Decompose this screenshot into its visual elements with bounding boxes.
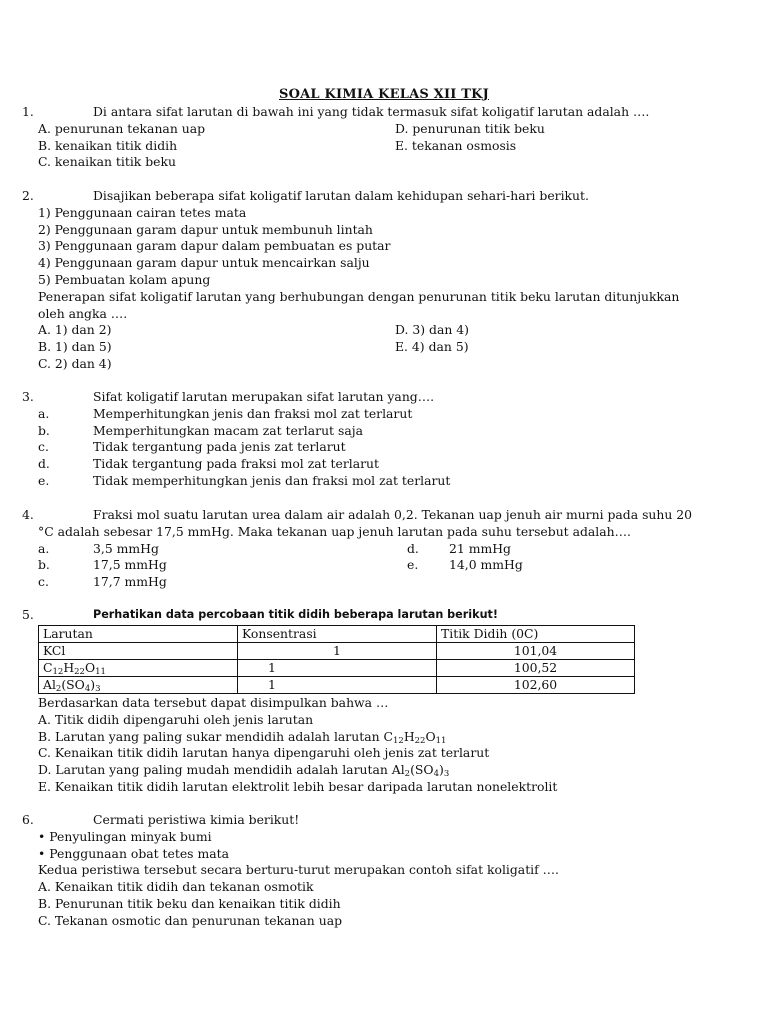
table-row bbox=[39, 660, 635, 677]
formula-subscript: 11 bbox=[435, 735, 447, 746]
question-5-options bbox=[22, 695, 722, 796]
formula-part: ) bbox=[90, 677, 96, 692]
table-row bbox=[39, 643, 635, 660]
formula-subscript: 2 bbox=[404, 769, 411, 780]
table-cell: 102,60 bbox=[437, 677, 635, 694]
formula-subscript: 22 bbox=[74, 667, 85, 677]
question-number: 5. bbox=[22, 607, 34, 622]
option-a: A. Titik didih dipengaruhi oleh jenis larutan bbox=[38, 711, 314, 727]
option-a: Memperhitungkan jenis dan fraksi mol zat terlarut bbox=[93, 405, 413, 421]
header-cell: Konsentrasi bbox=[238, 626, 437, 643]
question-text: Disajikan beberapa sifat koligatif larutan dalam kehidupan sehari-hari berikut. bbox=[93, 188, 589, 203]
option-b: Memperhitungkan macam zat terlarut saja bbox=[93, 422, 363, 438]
option-e: Tidak memperhitungkan jenis dan fraksi mol zat terlarut bbox=[93, 472, 451, 488]
option-letter: e. bbox=[407, 557, 419, 573]
table-cell: 1 bbox=[238, 660, 437, 677]
formula-subscript: 3 bbox=[443, 769, 450, 780]
question-text: Perhatikan data percobaan titik didih beberapa larutan berikut! bbox=[93, 608, 498, 621]
question-number: 4. bbox=[22, 507, 34, 522]
formula-subscript: 4 bbox=[84, 684, 91, 694]
formula-subscript: 3 bbox=[95, 684, 101, 694]
option-letter: b. bbox=[38, 422, 50, 438]
formula-subscript: 11 bbox=[95, 667, 106, 677]
formula-part: O bbox=[425, 728, 436, 744]
option-letter: c. bbox=[38, 574, 49, 590]
option-a: A. 1) dan 2) bbox=[38, 322, 112, 338]
table-cell: KCl bbox=[39, 643, 238, 660]
question-number: 1. bbox=[22, 104, 34, 119]
question-3 bbox=[22, 389, 722, 490]
formula-part: O bbox=[84, 660, 96, 675]
option-b bbox=[38, 729, 446, 746]
option-e: E. Kenaikan titik didih larutan elektrolit lebih besar daripada larutan nonelektrolit bbox=[38, 778, 558, 794]
list-item: 3) Penggunaan garam dapur dalam pembuatan es putar bbox=[38, 238, 391, 254]
option-b: 17,5 mmHg bbox=[93, 557, 167, 573]
option-e: 14,0 mmHg bbox=[449, 557, 523, 573]
table-cell: 1 bbox=[238, 677, 437, 694]
option-c: 17,7 mmHg bbox=[93, 574, 167, 590]
formula-subscript: 4 bbox=[433, 769, 439, 780]
question-stem: Kedua peristiwa tersebut secara berturu-turut merupakan contoh sifat koligatif …. bbox=[38, 862, 559, 878]
question-text-cont: °C adalah sebesar 17,5 mmHg. Maka tekanan uap jenuh larutan pada suhu tersebut adalah…. bbox=[38, 523, 631, 539]
question-6 bbox=[22, 812, 722, 930]
option-c: C. Tekanan osmotic dan penurunan tekanan uap bbox=[38, 912, 343, 928]
header-cell: Larutan bbox=[39, 626, 238, 643]
question-stem: Berdasarkan data tersebut dapat disimpulkan bahwa … bbox=[38, 695, 389, 710]
option-text: D. Larutan yang paling mudah mendidih adalah larutan Al bbox=[38, 762, 405, 778]
option-c: Tidak tergantung pada jenis zat terlarut bbox=[93, 439, 346, 455]
option-letter: b. bbox=[38, 557, 50, 573]
data-table bbox=[38, 625, 635, 694]
question-4 bbox=[22, 507, 722, 591]
question-number: 2. bbox=[22, 188, 34, 203]
list-item: 4) Penggunaan garam dapur untuk mencairkan salju bbox=[38, 255, 370, 271]
option-b: B. Penurunan titik beku dan kenaikan titik didih bbox=[38, 895, 341, 911]
bullet-item: • Penggunaan obat tetes mata bbox=[38, 845, 229, 861]
option-d: D. penurunan titik beku bbox=[395, 120, 545, 136]
formula-part: ) bbox=[439, 762, 444, 778]
table-cell: 100,52 bbox=[437, 660, 635, 677]
question-2 bbox=[22, 188, 722, 373]
formula-part: H bbox=[63, 660, 75, 675]
option-a: A. penurunan tekanan uap bbox=[38, 120, 206, 136]
formula-part: (SO bbox=[410, 762, 434, 778]
table-cell bbox=[39, 660, 238, 677]
option-c: C. 2) dan 4) bbox=[38, 355, 112, 371]
formula-subscript: 2 bbox=[55, 684, 62, 694]
option-letter: d. bbox=[38, 456, 50, 472]
table-cell bbox=[39, 677, 238, 694]
option-d: Tidak tergantung pada fraksi mol zat terlarut bbox=[93, 456, 379, 472]
question-text: Fraksi mol suatu larutan urea dalam air adalah 0,2. Tekanan uap jenuh air murni pada suhu 20 bbox=[93, 507, 693, 522]
question-1 bbox=[22, 104, 722, 171]
list-item: 2) Penggunaan garam dapur untuk membunuh lintah bbox=[38, 221, 373, 237]
formula-part: (SO bbox=[61, 677, 85, 692]
option-letter: e. bbox=[38, 472, 50, 488]
option-b: B. kenaikan titik didih bbox=[38, 137, 178, 153]
question-stem-cont: oleh angka …. bbox=[38, 305, 128, 321]
option-d: 21 mmHg bbox=[449, 540, 511, 556]
formula-subscript: 12 bbox=[392, 735, 404, 746]
header-cell: Titik Didih (0C) bbox=[437, 626, 635, 643]
option-c: C. kenaikan titik beku bbox=[38, 154, 176, 170]
question-5 bbox=[22, 607, 722, 624]
table-row bbox=[39, 677, 635, 694]
question-number: 6. bbox=[22, 812, 34, 827]
question-number: 3. bbox=[22, 389, 34, 404]
option-letter: c. bbox=[38, 439, 49, 455]
formula-subscript: 22 bbox=[414, 735, 426, 746]
option-letter: d. bbox=[407, 540, 419, 556]
list-item: 5) Pembuatan kolam apung bbox=[38, 271, 211, 287]
option-letter: a. bbox=[38, 540, 50, 556]
option-a: A. Kenaikan titik didih dan tekanan osmotik bbox=[38, 879, 314, 895]
option-letter: a. bbox=[38, 405, 50, 421]
table-header-row bbox=[39, 626, 635, 643]
formula-part: H bbox=[403, 728, 415, 744]
bullet-item: • Penyulingan minyak bumi bbox=[38, 828, 212, 844]
question-text: Cermati peristiwa kimia berikut! bbox=[93, 812, 300, 827]
option-text: B. Larutan yang paling sukar mendidih adalah larutan C bbox=[38, 728, 393, 744]
question-text: Sifat koligatif larutan merupakan sifat larutan yang…. bbox=[93, 389, 435, 404]
option-b: B. 1) dan 5) bbox=[38, 339, 112, 355]
option-e: E. tekanan osmosis bbox=[395, 137, 517, 153]
page-title: SOAL KIMIA KELAS XII TKJ bbox=[279, 87, 489, 102]
table-cell: 1 bbox=[238, 643, 437, 660]
option-a: 3,5 mmHg bbox=[93, 540, 159, 556]
formula-part: Al bbox=[43, 677, 56, 692]
question-stem: Penerapan sifat koligatif larutan yang berhubungan dengan penurunan titik beku larutan ditunjukkan bbox=[38, 288, 680, 304]
formula-subscript: 12 bbox=[52, 667, 64, 677]
option-d: D. 3) dan 4) bbox=[395, 322, 469, 338]
option-e: E. 4) dan 5) bbox=[395, 339, 469, 355]
option-c: C. Kenaikan titik didih larutan hanya dipengaruhi oleh jenis zat terlarut bbox=[38, 745, 490, 761]
option-d bbox=[38, 762, 449, 779]
formula-part: C bbox=[43, 660, 53, 675]
table-cell: 101,04 bbox=[437, 643, 635, 660]
list-item: 1) Penggunaan cairan tetes mata bbox=[38, 204, 247, 220]
question-text: Di antara sifat larutan di bawah ini yang tidak termasuk sifat koligatif larutan adalah …. bbox=[93, 104, 650, 119]
